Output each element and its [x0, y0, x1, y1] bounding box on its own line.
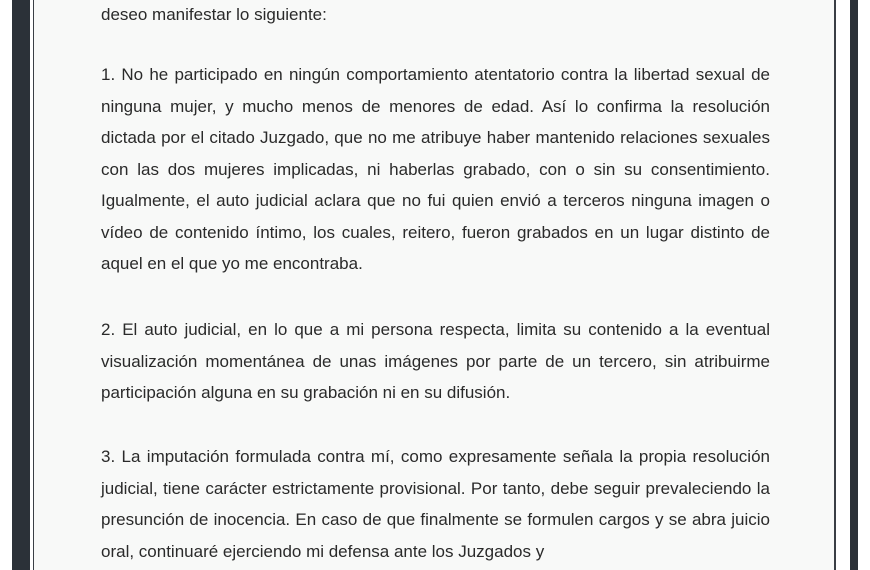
paragraph-1-text: 1. No he participado en ningún comportamiento atentatorio contra la libertad sexual de ninguna mujer, y mucho menos de menores de edad. Así lo confirma la resolución dictada por el citado Juzgado, que no me atribuye haber mantenido relaciones sexuales con las dos mujeres implicadas, ni haberlas grabado, con o sin su consentimiento. Igualmente, el auto judicial aclara que no fui quien envió a terceros ninguna imagen o vídeo de contenido íntimo, los cuales, reitero, fueron grabados en un lugar distinto de aquel en el que yo me encontraba. [101, 65, 770, 273]
paragraph-1 [101, 59, 770, 280]
paragraph-3 [101, 441, 770, 567]
paragraph-2-text: 2. El auto judicial, en lo que a mi persona respecta, limita su contenido a la eventual visualización momentánea de unas imágenes por parte de un tercero, sin atribuirme participación alguna en su grabación ni en su difusión. [101, 320, 770, 402]
intro-line [101, 0, 770, 31]
left-border [12, 0, 30, 570]
paragraph-2 [101, 314, 770, 409]
right-inner-rule [834, 0, 836, 570]
right-border [850, 0, 858, 570]
paragraph-3-text: 3. La imputación formulada contra mí, como expresamente señala la propia resolución judicial, tiene carácter estrictamente provisional. Por tanto, debe seguir prevaleciendo la presunción de inocencia. En caso de que finalmente se formulen cargos y se abra juicio oral, continuaré ejerciendo mi defensa ante los Juzgados y [101, 447, 770, 561]
intro-text: deseo manifestar lo siguiente: [101, 5, 327, 24]
